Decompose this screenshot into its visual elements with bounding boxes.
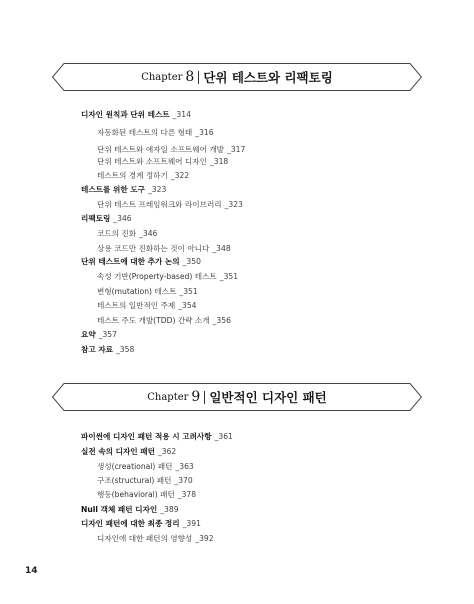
toc-entry[interactable] [81, 110, 191, 120]
toc-entry-page: _314 [172, 110, 191, 119]
toc-entry[interactable] [97, 301, 196, 311]
toc-entry-page: _392 [195, 534, 214, 543]
toc-entry-page: _362 [157, 447, 177, 456]
chapter-divider [198, 71, 199, 84]
toc-entry-page: _323 [224, 200, 243, 209]
toc-entry-page: _361 [214, 432, 233, 441]
chapter-label: Chapter [141, 71, 183, 83]
toc-entry[interactable] [97, 200, 243, 210]
toc-entry-text: 상용 코드만 진화하는 것이 아니다 [97, 244, 210, 253]
chapter-title: 단위 테스트와 리팩토링 [203, 70, 333, 85]
toc-entry-text: 요약 [81, 330, 96, 339]
toc-entry-text: 리팩토링 [81, 214, 111, 223]
chapter-9-banner [52, 383, 422, 411]
toc-entry-page: _346 [113, 214, 132, 223]
toc-entry-text: 단위 테스트에 대한 추가 논의 [81, 257, 180, 266]
toc-entry-page: _363 [175, 462, 194, 471]
chapter-number: 8 [185, 69, 195, 85]
toc-entry[interactable] [97, 244, 231, 254]
toc-entry[interactable] [97, 316, 231, 326]
toc-entry-page: _316 [195, 128, 214, 137]
toc-entry-text: 행동(behavioral) 패턴 [97, 490, 175, 499]
toc-entry-page: _350 [182, 257, 201, 266]
toc-entry-text: 변형(mutation) 테스트 [97, 287, 177, 296]
toc-entry[interactable] [97, 287, 198, 297]
toc-entry-text: 테스트의 일반적인 주제 [97, 301, 176, 310]
toc-entry[interactable] [97, 229, 157, 239]
toc-entry-page: _323 [147, 185, 167, 194]
chapter-8-banner [52, 63, 422, 91]
toc-entry[interactable] [81, 330, 117, 340]
toc-entry-text: 테스트 주도 개발(TDD) 간략 소개 [97, 316, 210, 325]
chapter-label: Chapter [147, 391, 189, 403]
toc-entry-page: _378 [177, 490, 197, 499]
toc-entry[interactable] [81, 214, 132, 224]
toc-entry[interactable] [81, 345, 134, 355]
toc-entry-page: _351 [219, 272, 239, 281]
toc-entry-text: 파이썬에 디자인 패턴 적용 시 고려사항 [81, 432, 212, 441]
toc-entry-text: 자동화된 테스트의 다른 형태 [97, 128, 193, 137]
toc-entry-text: 실전 속의 디자인 패턴 [81, 447, 155, 456]
toc-entry-page: _351 [179, 287, 198, 296]
toc-entry[interactable] [81, 432, 233, 442]
toc-entry[interactable] [97, 145, 245, 155]
toc-entry[interactable] [97, 476, 193, 486]
toc-entry[interactable] [81, 519, 201, 529]
toc-entry-page: _358 [116, 345, 135, 354]
chapter-title: 일반적인 디자인 패턴 [209, 390, 327, 405]
toc-entry[interactable] [97, 171, 189, 181]
toc-entry-page: _389 [160, 505, 179, 514]
toc-entry-text: 테스트를 위한 도구 [81, 185, 145, 194]
toc-entry-text: 테스트의 경계 정하기 [97, 171, 168, 180]
toc-entry-text: 구조(structural) 패턴 [97, 476, 172, 485]
toc-entry-text: 디자인 패턴에 대한 최종 정리 [81, 519, 180, 528]
toc-entry-page: _357 [98, 330, 117, 339]
toc-entry[interactable] [97, 157, 228, 167]
toc-entry-page: _391 [182, 519, 201, 528]
toc-entry[interactable] [97, 534, 214, 544]
toc-entry-page: _317 [227, 145, 246, 154]
toc-entry-text: 참고 자료 [81, 345, 113, 354]
toc-entry[interactable] [97, 272, 238, 282]
chapter-number: 9 [191, 389, 201, 405]
toc-entry[interactable] [97, 462, 194, 472]
toc-entry-text: Null 객체 패턴 디자인 [81, 505, 158, 514]
toc-entry-text: 코드의 진화 [97, 229, 137, 238]
toc-entry[interactable] [97, 490, 196, 500]
toc-entry[interactable] [81, 257, 201, 267]
toc-entry-page: _346 [139, 229, 158, 238]
toc-entry-text: 생성(creational) 패턴 [97, 462, 173, 471]
toc-entry-page: _370 [174, 476, 193, 485]
chapter-divider [204, 391, 205, 404]
toc-entry-text: 디자인에 대한 패턴의 영향성 [97, 534, 193, 543]
toc-entry-page: _318 [209, 157, 229, 166]
toc-entry-text: 단위 테스트와 애자일 소프트웨어 개발 [97, 145, 225, 154]
toc-entry[interactable] [97, 128, 214, 138]
toc-entry-text: 단위 테스트와 소프트웨어 디자인 [97, 157, 207, 166]
toc-entry[interactable] [81, 185, 166, 195]
page-number: 14 [25, 566, 38, 576]
toc-entry-page: _356 [212, 316, 231, 325]
toc-entry-page: _354 [178, 301, 197, 310]
toc-entry[interactable] [81, 505, 179, 515]
toc-entry-text: 단위 테스트 프레임워크와 라이브러리 [97, 200, 222, 209]
toc-entry-page: _322 [170, 171, 190, 180]
toc-entry-text: 디자인 원칙과 단위 테스트 [81, 110, 170, 119]
toc-entry-text: 속성 기반(Property-based) 테스트 [97, 272, 217, 281]
toc-entry-page: _348 [212, 244, 231, 253]
toc-entry[interactable] [81, 447, 176, 457]
